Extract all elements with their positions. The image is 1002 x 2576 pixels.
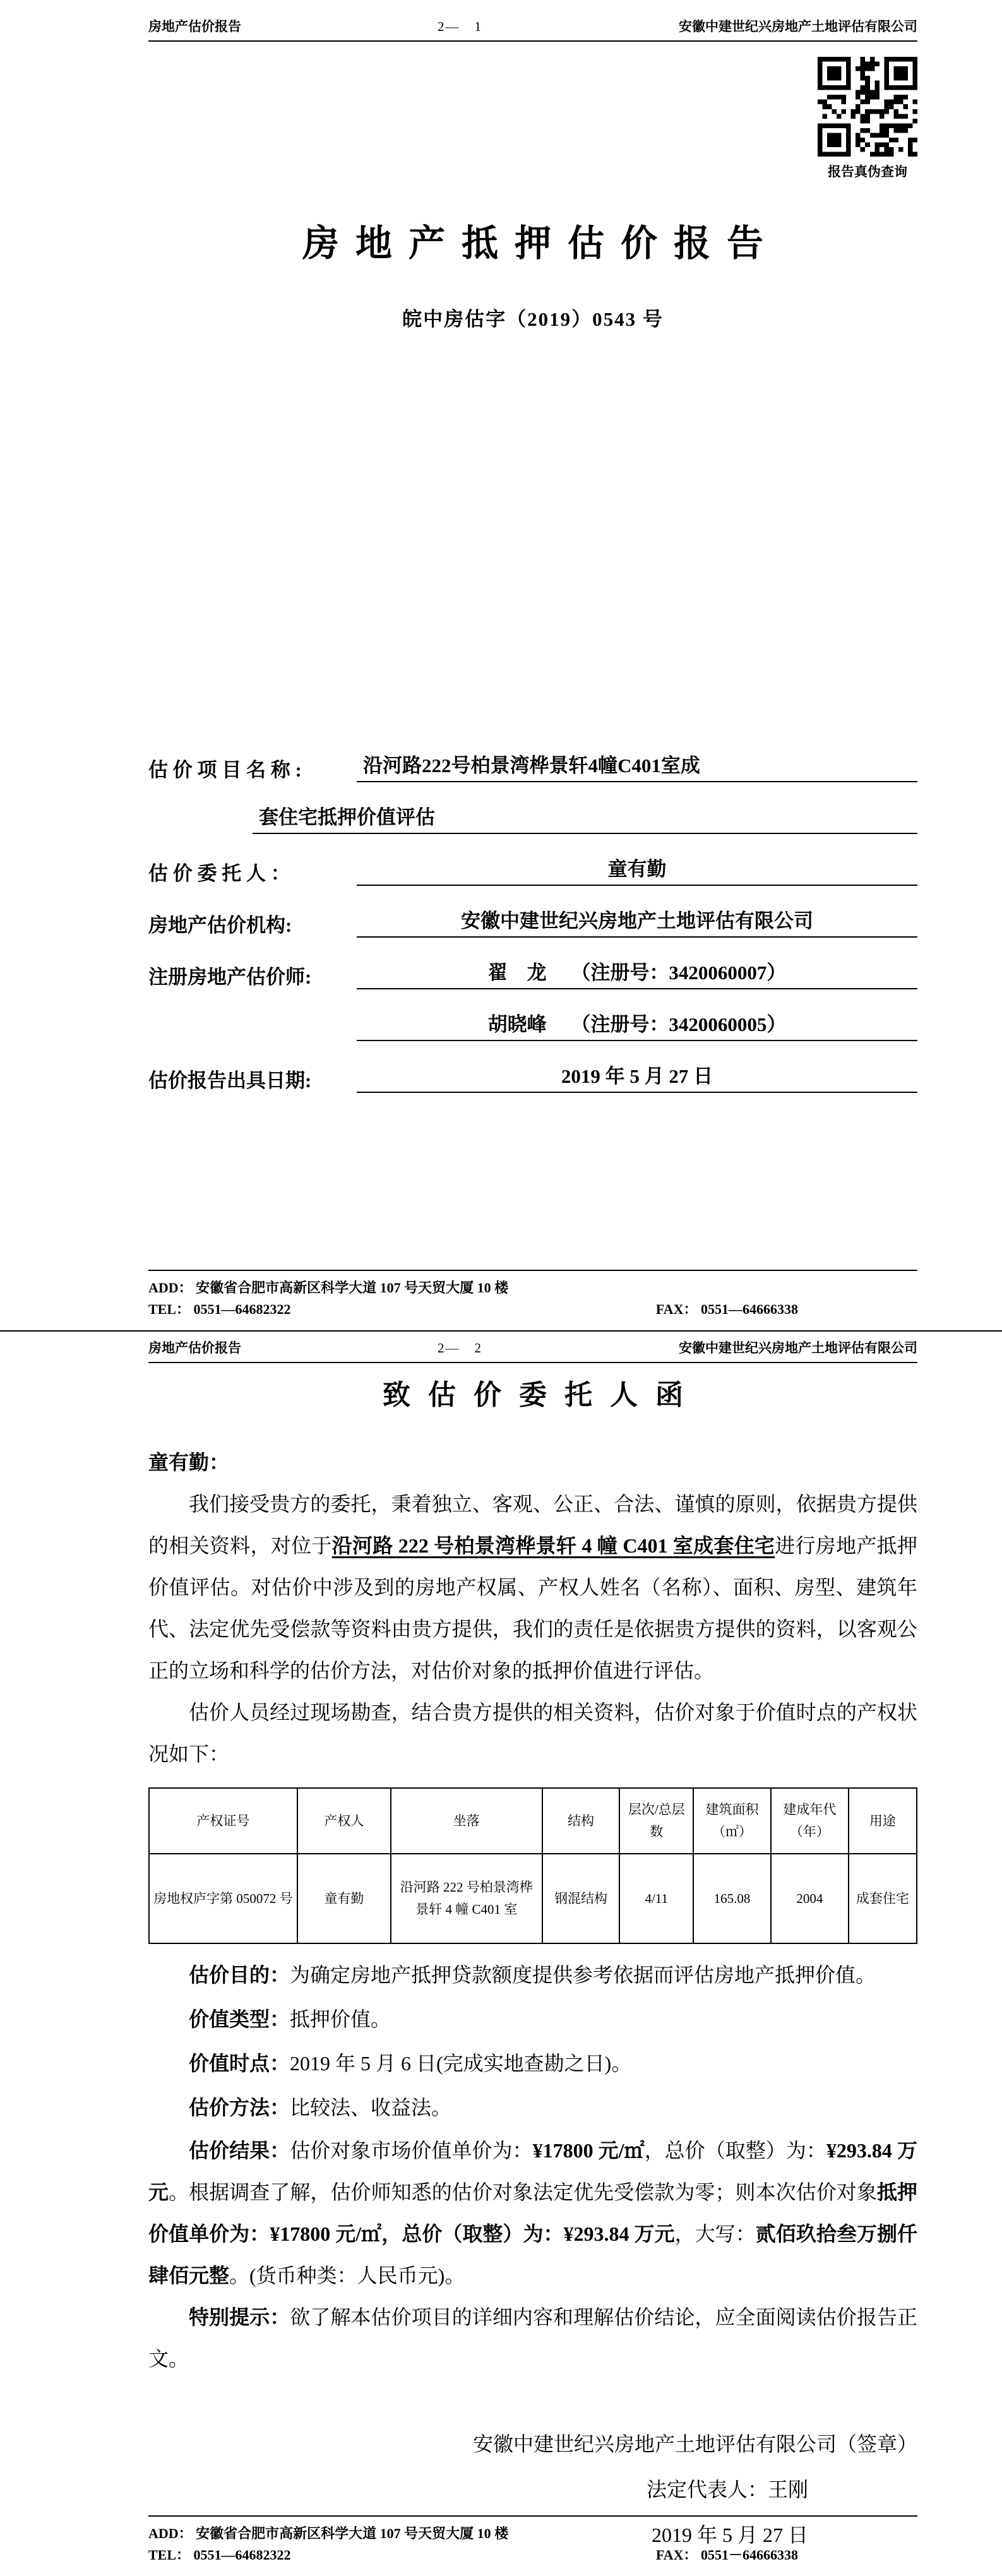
result-text-2: ，总价（取整）为：: [644, 2139, 826, 2162]
item-text: 为确定房地产抵押贷款额度提供参考依据而评估房地产抵押价值。: [290, 1964, 876, 1986]
client-value: 童有勤: [357, 853, 917, 886]
item-text: 2019 年 5 月 6 日(完成实地查勘之日)。: [290, 2052, 632, 2075]
report-verification-block: [818, 57, 917, 181]
footer-rule: [148, 2515, 917, 2517]
footer-rule: [148, 1270, 917, 1271]
signature-date: 2019 年 5 月 27 日: [651, 2524, 808, 2546]
page2-running-header: [148, 1332, 917, 1363]
client-label: 估 价 委 托 人 ：: [148, 862, 290, 885]
col-header-owner: 产权人: [297, 1788, 391, 1854]
table-header-row: [149, 1788, 917, 1854]
footer-fax: FAX： 0551－64666338: [655, 2547, 798, 2563]
item-appraisal-method: [148, 2085, 917, 2130]
appraisal-result-paragraph: [148, 2130, 917, 2296]
field-project-name-continued: [148, 782, 917, 834]
result-text-3: 。根据调查了解，估价师知悉的估价对象法定优先受偿款为零；则本次估价对象: [169, 2181, 877, 2203]
issue-date-label: 估价报告出具日期:: [148, 1070, 312, 1092]
salutation: 童有勤：: [148, 1451, 230, 1474]
report-main-title: 房地产抵押估价报告: [302, 223, 780, 264]
report-info-form: [148, 730, 917, 1093]
field-appraiser-1: [148, 938, 917, 989]
para1-text-2: 进行房地产抵押价值评估。对估价中涉及到的房地产权属、产权人姓名（名称）、面积、房型、建筑年代、法定优先受偿款等资料由贵方提供，我们的责任是依据贵方提供的资料，以客观公正的立场和科学的估价方法，对估价对象的抵押价值进行评估。: [148, 1534, 917, 1682]
item-text: 抵押价值。: [290, 2008, 391, 2030]
col-header-year-built: 建成年代（年）: [771, 1788, 849, 1854]
header-company-name: 安徽中建世纪兴房地产土地评估有限公司: [679, 1340, 917, 1356]
signature-legal-representative: 法定代表人：王刚: [646, 2478, 808, 2501]
col-header-location: 坐落: [391, 1788, 542, 1854]
result-text-5: 。(货币种类：人民币元)。: [229, 2264, 465, 2287]
special-note-label: 特别提示：: [189, 2306, 290, 2329]
item-text: 比较法、收益法。: [290, 2096, 452, 2119]
report-number: 皖中房估字（2019）0543 号: [402, 308, 664, 330]
table-row: [149, 1854, 917, 1943]
para1-text-1: 我们接受贵方的委托，秉着独立、客观、公正、合法、谨慎的原则，依据贵方提供的相关资料，对位于: [148, 1493, 917, 1557]
footer-address: ADD： 安徽省合肥市高新区科学大道 107 号天贸大厦 10 楼: [148, 1280, 509, 1296]
item-label: 价值类型：: [189, 2008, 290, 2030]
item-value-type: [148, 1997, 917, 2041]
cell-owner: 童有勤: [297, 1854, 391, 1943]
field-project-name: [148, 730, 917, 782]
field-client: [148, 834, 917, 886]
footer-address: ADD： 安徽省合肥市高新区科学大道 107 号天贸大厦 10 楼: [148, 2525, 509, 2541]
project-name-value-line2: 套住宅抵押价值评估: [253, 801, 917, 834]
result-mortgage-value: 抵押价值单价为：¥17800 元/㎡，总价（取整）为：¥293.84 万元: [148, 2181, 917, 2245]
cell-location: 沿河路 222 号柏景湾桦景轩 4 幢 C401 室: [391, 1854, 542, 1943]
footer-tel: TEL： 0551—64682322: [148, 2547, 291, 2563]
qr-caption: 报告真伪查询: [828, 164, 907, 179]
issue-date-value: 2019 年 5 月 27 日: [357, 1060, 917, 1093]
appraiser-label: 注册房地产估价师:: [148, 966, 312, 988]
item-value-date: [148, 2041, 917, 2085]
para1-property-address: 沿河路 222 号柏景湾桦景轩 4 幢 C401 室成套住宅: [331, 1534, 775, 1557]
header-doc-title: 房地产估价报告: [148, 19, 241, 34]
cell-year-built: 2004: [771, 1854, 849, 1943]
project-name-value-line1: 沿河路222号柏景湾桦景轩4幢C401室成: [357, 749, 917, 782]
result-total-price: ¥293.84 万元: [148, 2139, 917, 2203]
header-page-number: 2— 2: [438, 1340, 482, 1356]
result-label: 估价结果：: [189, 2139, 290, 2162]
special-note-text: 欲了解本估价项目的详细内容和理解估价结论，应全面阅读估价报告正文。: [148, 2306, 917, 2370]
letter-title: 致估价委托人函: [383, 1380, 701, 1410]
agency-value: 安徽中建世纪兴房地产土地评估有限公司: [357, 905, 917, 938]
result-text-4: ，大写：: [674, 2222, 756, 2245]
item-appraisal-purpose: [148, 1953, 917, 1997]
cell-area: 165.08: [693, 1854, 771, 1943]
result-unit-price: ¥17800 元/㎡: [532, 2139, 645, 2162]
col-header-structure: 结构: [542, 1788, 620, 1854]
field-agency: [148, 886, 917, 938]
item-label: 估价目的：: [189, 1964, 290, 1986]
agency-label: 房地产估价机构:: [148, 914, 292, 936]
col-header-floor: 层次/总层数: [619, 1788, 693, 1854]
project-name-label: 估 价 项 目 名 称 :: [148, 759, 302, 781]
property-rights-table: [148, 1787, 917, 1944]
result-amount-in-words: 贰佰玖拾叁万捌仟肆佰元整: [148, 2222, 917, 2287]
item-label: 估价方法：: [189, 2096, 290, 2119]
col-header-usage: 用途: [849, 1788, 917, 1854]
footer-fax: FAX： 0551—64666338: [655, 1301, 798, 1317]
qr-code: [818, 57, 917, 157]
header-doc-title: 房地产估价报告: [148, 1340, 241, 1356]
item-label: 价值时点：: [189, 2052, 290, 2075]
header-company-name: 安徽中建世纪兴房地产土地评估有限公司: [679, 19, 917, 34]
col-header-certificate-no: 产权证号: [149, 1788, 297, 1854]
cell-certificate-no: 房地权庐字第 050072 号: [149, 1854, 297, 1943]
appraiser-2-value: 胡晓峰 （注册号：3420060005）: [357, 1008, 917, 1041]
page1-running-header: [148, 0, 917, 42]
letter-paragraph-2: 估价人员经过现场勘查，结合贵方提供的相关资料，估价对象于价值时点的产权状况如下：: [148, 1701, 917, 1765]
cell-usage: 成套住宅: [849, 1854, 917, 1943]
letter-paragraph-1: [148, 1483, 917, 1691]
signature-company: 安徽中建世纪兴房地产土地评估有限公司（签章）: [472, 2433, 917, 2455]
cell-floor: 4/11: [619, 1854, 693, 1943]
footer-tel: TEL： 0551—64682322: [148, 1301, 291, 1317]
page1-running-footer: [148, 1270, 917, 1320]
field-issue-date: [148, 1041, 917, 1093]
letter-to-client-page: [0, 1330, 1002, 2576]
cell-structure: 钢混结构: [542, 1854, 620, 1943]
page2-running-footer: [148, 2515, 917, 2566]
header-page-number: 2— 1: [438, 19, 482, 34]
field-appraiser-2: [148, 989, 917, 1041]
special-note-paragraph: [148, 2296, 917, 2380]
appraiser-1-value: 翟 龙 （注册号：3420060007）: [357, 957, 917, 989]
col-header-area: 建筑面积（㎡）: [693, 1788, 771, 1854]
result-text-1: 估价对象市场价值单价为：: [290, 2139, 533, 2162]
